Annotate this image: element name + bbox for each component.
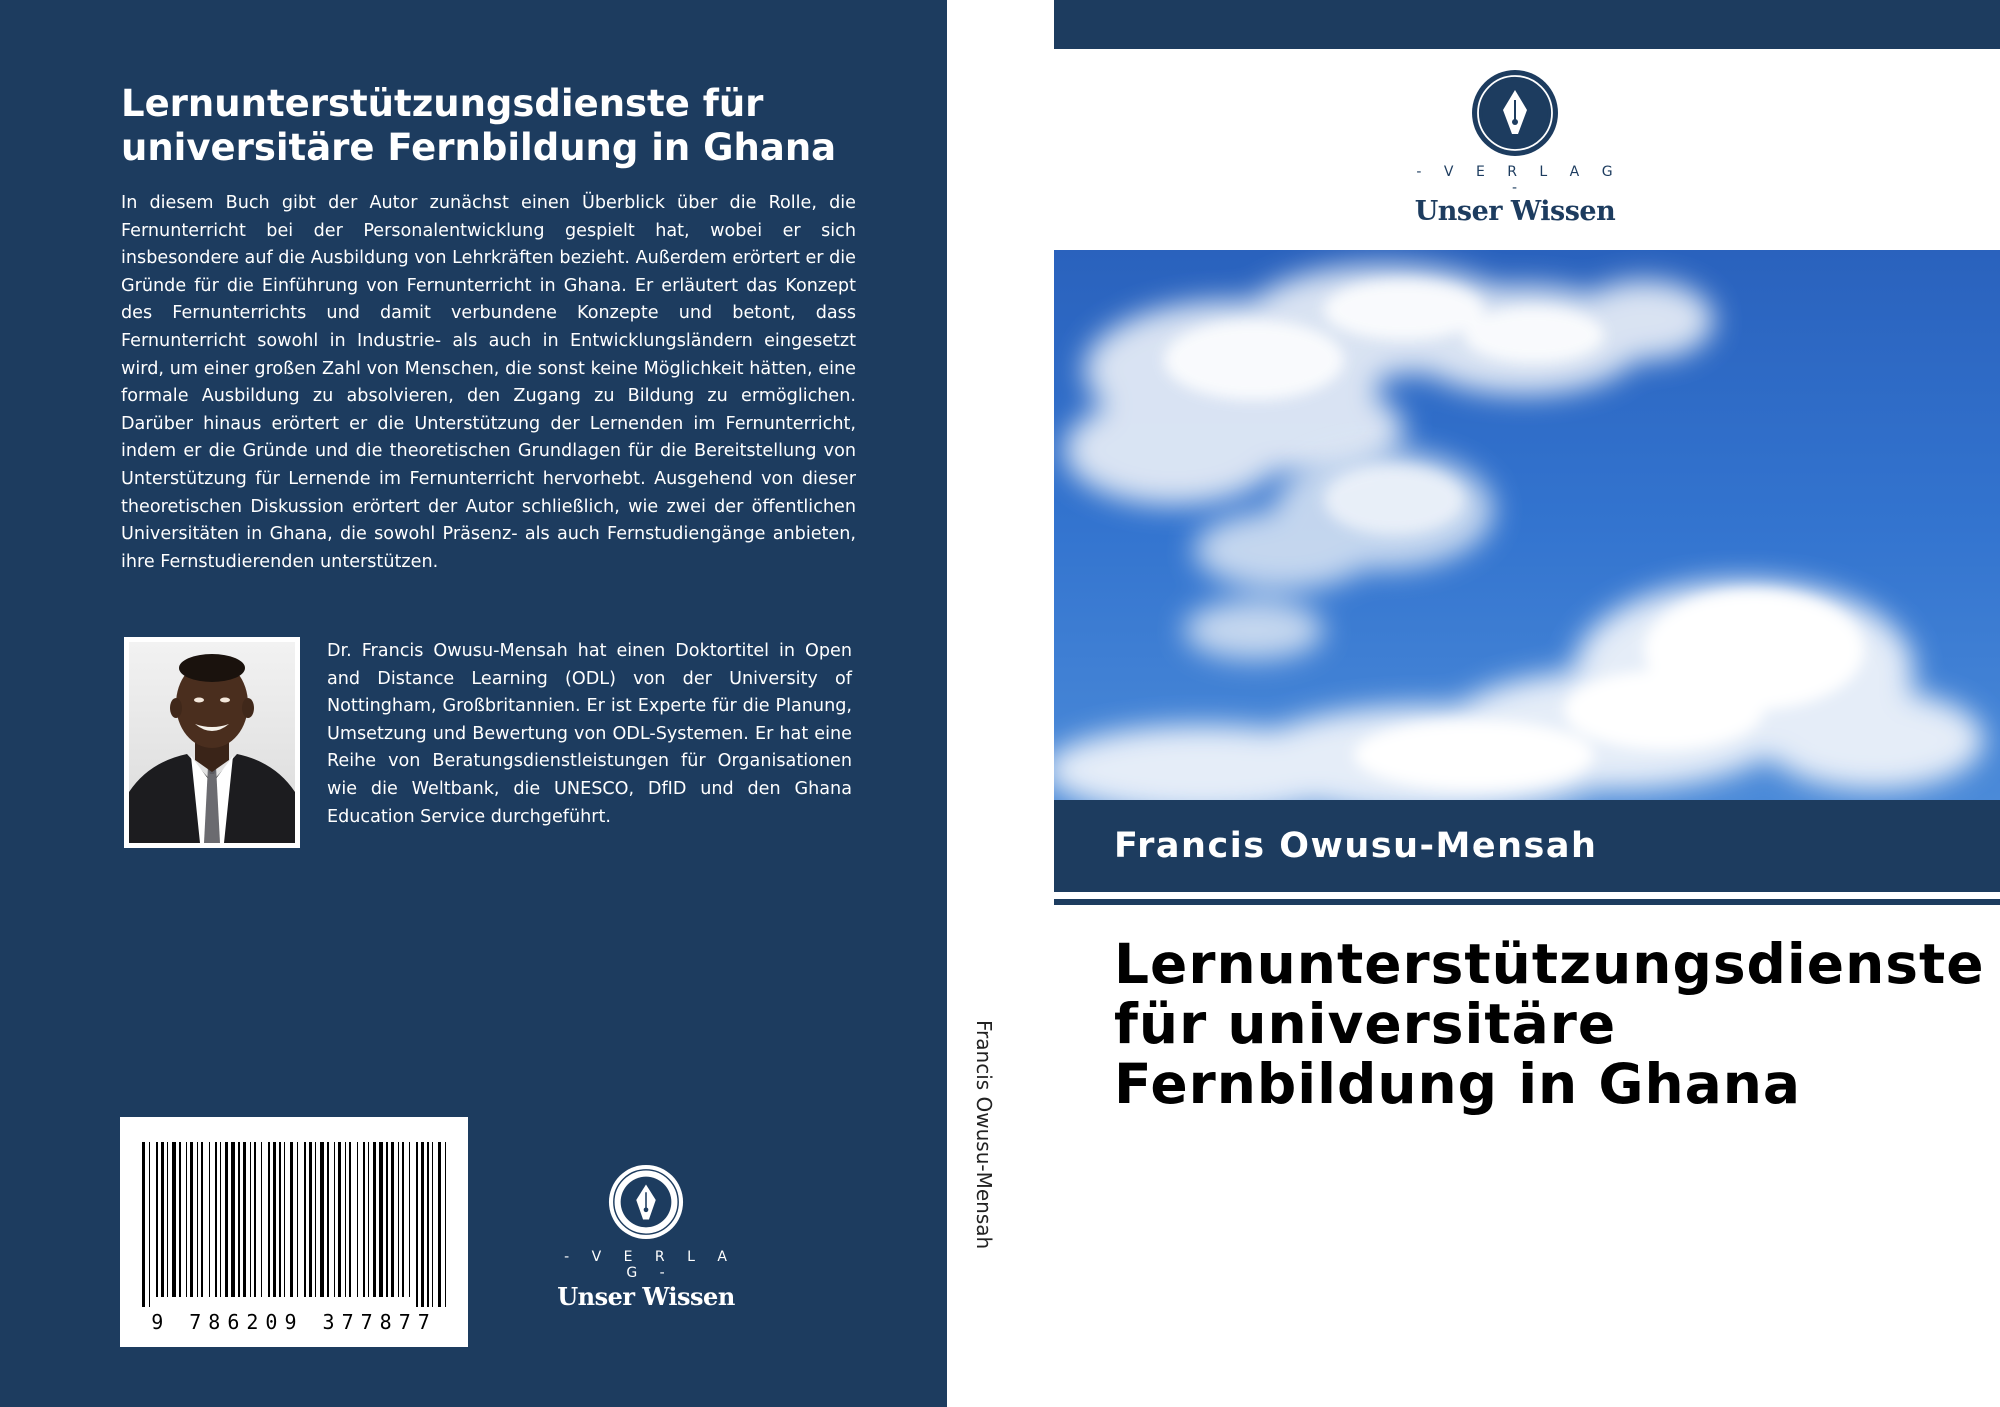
barcode-bar — [398, 1142, 399, 1297]
barcode-bar — [445, 1142, 446, 1307]
barcode-bar — [373, 1142, 376, 1297]
barcode-bar — [432, 1142, 433, 1307]
front-publisher-logo — [1400, 68, 1630, 227]
barcode-bar — [186, 1142, 187, 1297]
barcode-bar — [363, 1142, 365, 1297]
barcode-bar — [357, 1142, 358, 1297]
back-cover-title — [121, 82, 901, 170]
barcode-bar — [209, 1142, 210, 1297]
isbn-digits: 9 786209 377877 — [151, 1310, 437, 1334]
cover-sky-image — [1054, 250, 2000, 800]
back-cover-blurb: In diesem Buch gibt der Autor zunächst einen Überblick über die Rolle, die Fernunterricht bei der Personalentwicklung gespielt hat, wobei er sich insbesondere auf die Ausbildung von Lehrkräften bezieht. Außerdem erörtert er die Gründe für die Einführung von Fernunterricht in Ghana. Er erläutert das Konzept des Fernunterrichts und damit verbundene Konzepte und betont, dass Fernunterricht sowohl in Industrie- als auch in Entwicklungsländern eingesetzt wird, um einer großen Zahl von Menschen, die sonst keine Möglichkeit hätten, eine formale Ausbildung zu absolvieren, den Zugang zu Bildung zu ermöglichen. Darüber hinaus erörtert er die Unterstützung der Lernenden im Fernunterricht, indem er die Gründe und die theoretischen Grundlagen für die Bereitstellung von Unterstützung für Lernende im Fernunterricht hervorhebt. Ausgehend von dieser theoretischen Diskussion erörtert der Autor schließlich, wie zwei der öffentlichen Universitäten in Ghana, die sowohl Präsenz- als auch Fernstudiengänge anbieten, ihre Fernstudierenden unterstützen. — [121, 193, 856, 572]
isbn-barcode — [120, 1117, 468, 1347]
spine-author: Francis Owusu-Mensah — [972, 1020, 996, 1250]
front-title-line-3: Fernbildung in Ghana — [1114, 1052, 1802, 1116]
barcode-bar — [197, 1142, 198, 1297]
barcode-bar — [334, 1142, 335, 1297]
barcode-bar — [338, 1142, 341, 1297]
barcode-bar — [201, 1142, 203, 1297]
cloudy-sky-image — [1054, 250, 2000, 800]
barcode-bar — [279, 1142, 281, 1297]
barcode-bar — [172, 1142, 176, 1297]
front-top-bar — [1054, 0, 2000, 49]
barcode-bar — [254, 1142, 256, 1297]
back-title-line-2: universitäre Fernbildung in Ghana — [121, 126, 837, 169]
front-logo-name: Unser Wissen — [1414, 196, 1616, 227]
barcode-bar — [416, 1142, 418, 1307]
barcode-bar — [327, 1142, 329, 1297]
front-logo-verlag: - V E R L A G - — [1416, 164, 1622, 196]
barcode-bar — [142, 1142, 145, 1307]
barcode-bar — [320, 1142, 324, 1297]
front-title-line-1: Lernunterstützungsdienste — [1114, 932, 1985, 996]
barcode-bar — [167, 1142, 168, 1297]
barcode-bar — [149, 1142, 150, 1307]
barcode-bar — [179, 1142, 181, 1297]
back-cover — [0, 0, 947, 1407]
barcode-bar — [231, 1142, 235, 1297]
front-cover-title — [1114, 934, 1994, 1114]
back-logo-verlag: - V E R L A G - — [564, 1249, 736, 1281]
barcode-bar — [427, 1142, 429, 1307]
barcode-bar — [220, 1142, 221, 1297]
barcode-bar — [297, 1142, 298, 1297]
barcode-icon — [120, 1117, 468, 1347]
barcode-bar — [273, 1142, 276, 1297]
barcode-bar — [215, 1142, 217, 1297]
barcode-bar — [190, 1142, 193, 1297]
front-divider — [1054, 899, 2000, 905]
barcode-bar — [156, 1142, 158, 1297]
barcode-bar — [368, 1142, 369, 1297]
back-publisher-logo — [556, 1163, 736, 1311]
barcode-bar — [386, 1142, 388, 1297]
back-title-line-1: Lernunterstützungsdienste für — [121, 82, 764, 125]
barcode-bar — [309, 1142, 312, 1297]
barcode-bar — [402, 1142, 404, 1297]
author-bio: Dr. Francis Owusu-Mensah hat einen Doktortitel in Open and Distance Learning (ODL) von der University of Nottingham, Großbritannien. Er ist Experte für die Planung, Umsetzung und Bewertung von ODL-Systemen. Er hat eine Reihe von Beratungsdienstleistungen für Organisationen wie die Weltbank, die UNESCO, DfID und den Ghana Education Service durchgeführt. — [327, 641, 852, 827]
barcode-bar — [345, 1142, 346, 1297]
fountain-pen-emblem-icon — [607, 1163, 685, 1241]
barcode-bar — [261, 1142, 262, 1297]
barcode-bar — [304, 1142, 306, 1297]
barcode-bar — [349, 1142, 351, 1297]
barcode-bar — [421, 1142, 424, 1307]
front-author-band — [1054, 800, 2000, 892]
barcode-bar — [438, 1142, 441, 1307]
front-author-name: Francis Owusu-Mensah — [1114, 826, 1598, 866]
author-portrait-icon — [129, 642, 295, 843]
barcode-bar — [250, 1142, 251, 1297]
barcode-bar — [243, 1142, 246, 1297]
front-title-line-2: für universitäre — [1114, 992, 1617, 1056]
barcode-bar — [409, 1142, 410, 1297]
barcode-bar — [161, 1142, 164, 1297]
barcode-bar — [284, 1142, 285, 1297]
fountain-pen-emblem-icon — [1470, 68, 1560, 158]
barcode-bar — [379, 1142, 383, 1297]
barcode-bar — [268, 1142, 270, 1297]
barcode-bar — [290, 1142, 293, 1297]
barcode-bar — [391, 1142, 394, 1297]
barcode-bar — [238, 1142, 240, 1297]
barcode-bar — [225, 1142, 228, 1297]
barcode-bar — [315, 1142, 316, 1297]
back-logo-name: Unser Wissen — [557, 1282, 735, 1311]
author-photo — [124, 637, 300, 848]
